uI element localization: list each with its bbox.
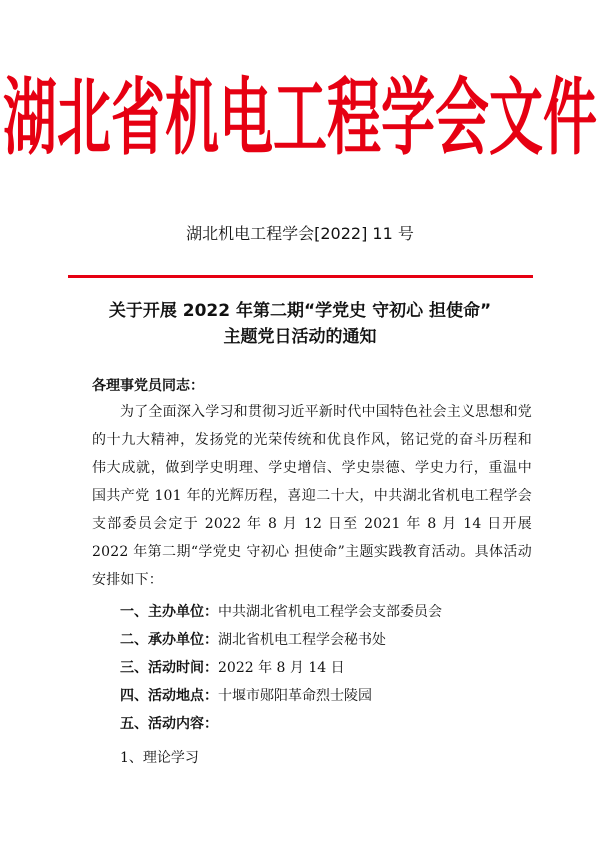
item-value: 中共湖北省机电工程学会支部委员会 — [218, 604, 442, 620]
item-value: 2022 年 8 月 14 日 — [218, 660, 345, 676]
item-value: 十堰市郧阳革命烈士陵园 — [218, 688, 372, 704]
activity-list — [120, 598, 540, 738]
item-label: 三、活动时间： — [120, 660, 218, 676]
list-item — [120, 710, 540, 738]
document-number: 湖北机电工程学会[2022] 11 号 — [186, 224, 414, 243]
org-title-header: 湖北省机电工程学会文件 — [3, 67, 597, 167]
red-divider-line — [68, 275, 533, 278]
sub-item-theory-study: 1、理论学习 — [120, 750, 199, 766]
item-label: 四、活动地点： — [120, 688, 218, 704]
notice-title-line-2: 主题党日活动的通知 — [223, 327, 377, 347]
notice-title-line-1: 关于开展 2022 年第二期“学党史 守初心 担使命” — [108, 301, 492, 321]
list-item — [120, 654, 540, 682]
item-label: 五、活动内容： — [120, 716, 218, 732]
salutation: 各理事党员同志： — [92, 378, 204, 394]
list-item — [120, 682, 540, 710]
list-item — [120, 626, 540, 654]
item-label: 一、主办单位： — [120, 604, 218, 620]
item-label: 二、承办单位： — [120, 632, 218, 648]
list-item — [120, 598, 540, 626]
body-paragraph: 为了全面深入学习和贯彻习近平新时代中国特色社会主义思想和党的十九大精神，发扬党的光荣传统和优良作风，铭记党的奋斗历程和伟大成就，做到学史明理、学史增信、学史崇德、学史力行，重温中国共产党 101 年的光辉历程，喜迎二十大，中共湖北省机电工程学会支部委员会定于 2022 年 8 月 12 日至 2021 年 8 月 14 日开展 2022 年第二期“学党史 守初心 担使命”主题实践教育活动。具体活动安排如下： — [92, 404, 532, 588]
item-value: 湖北省机电工程学会秘书处 — [218, 632, 386, 648]
